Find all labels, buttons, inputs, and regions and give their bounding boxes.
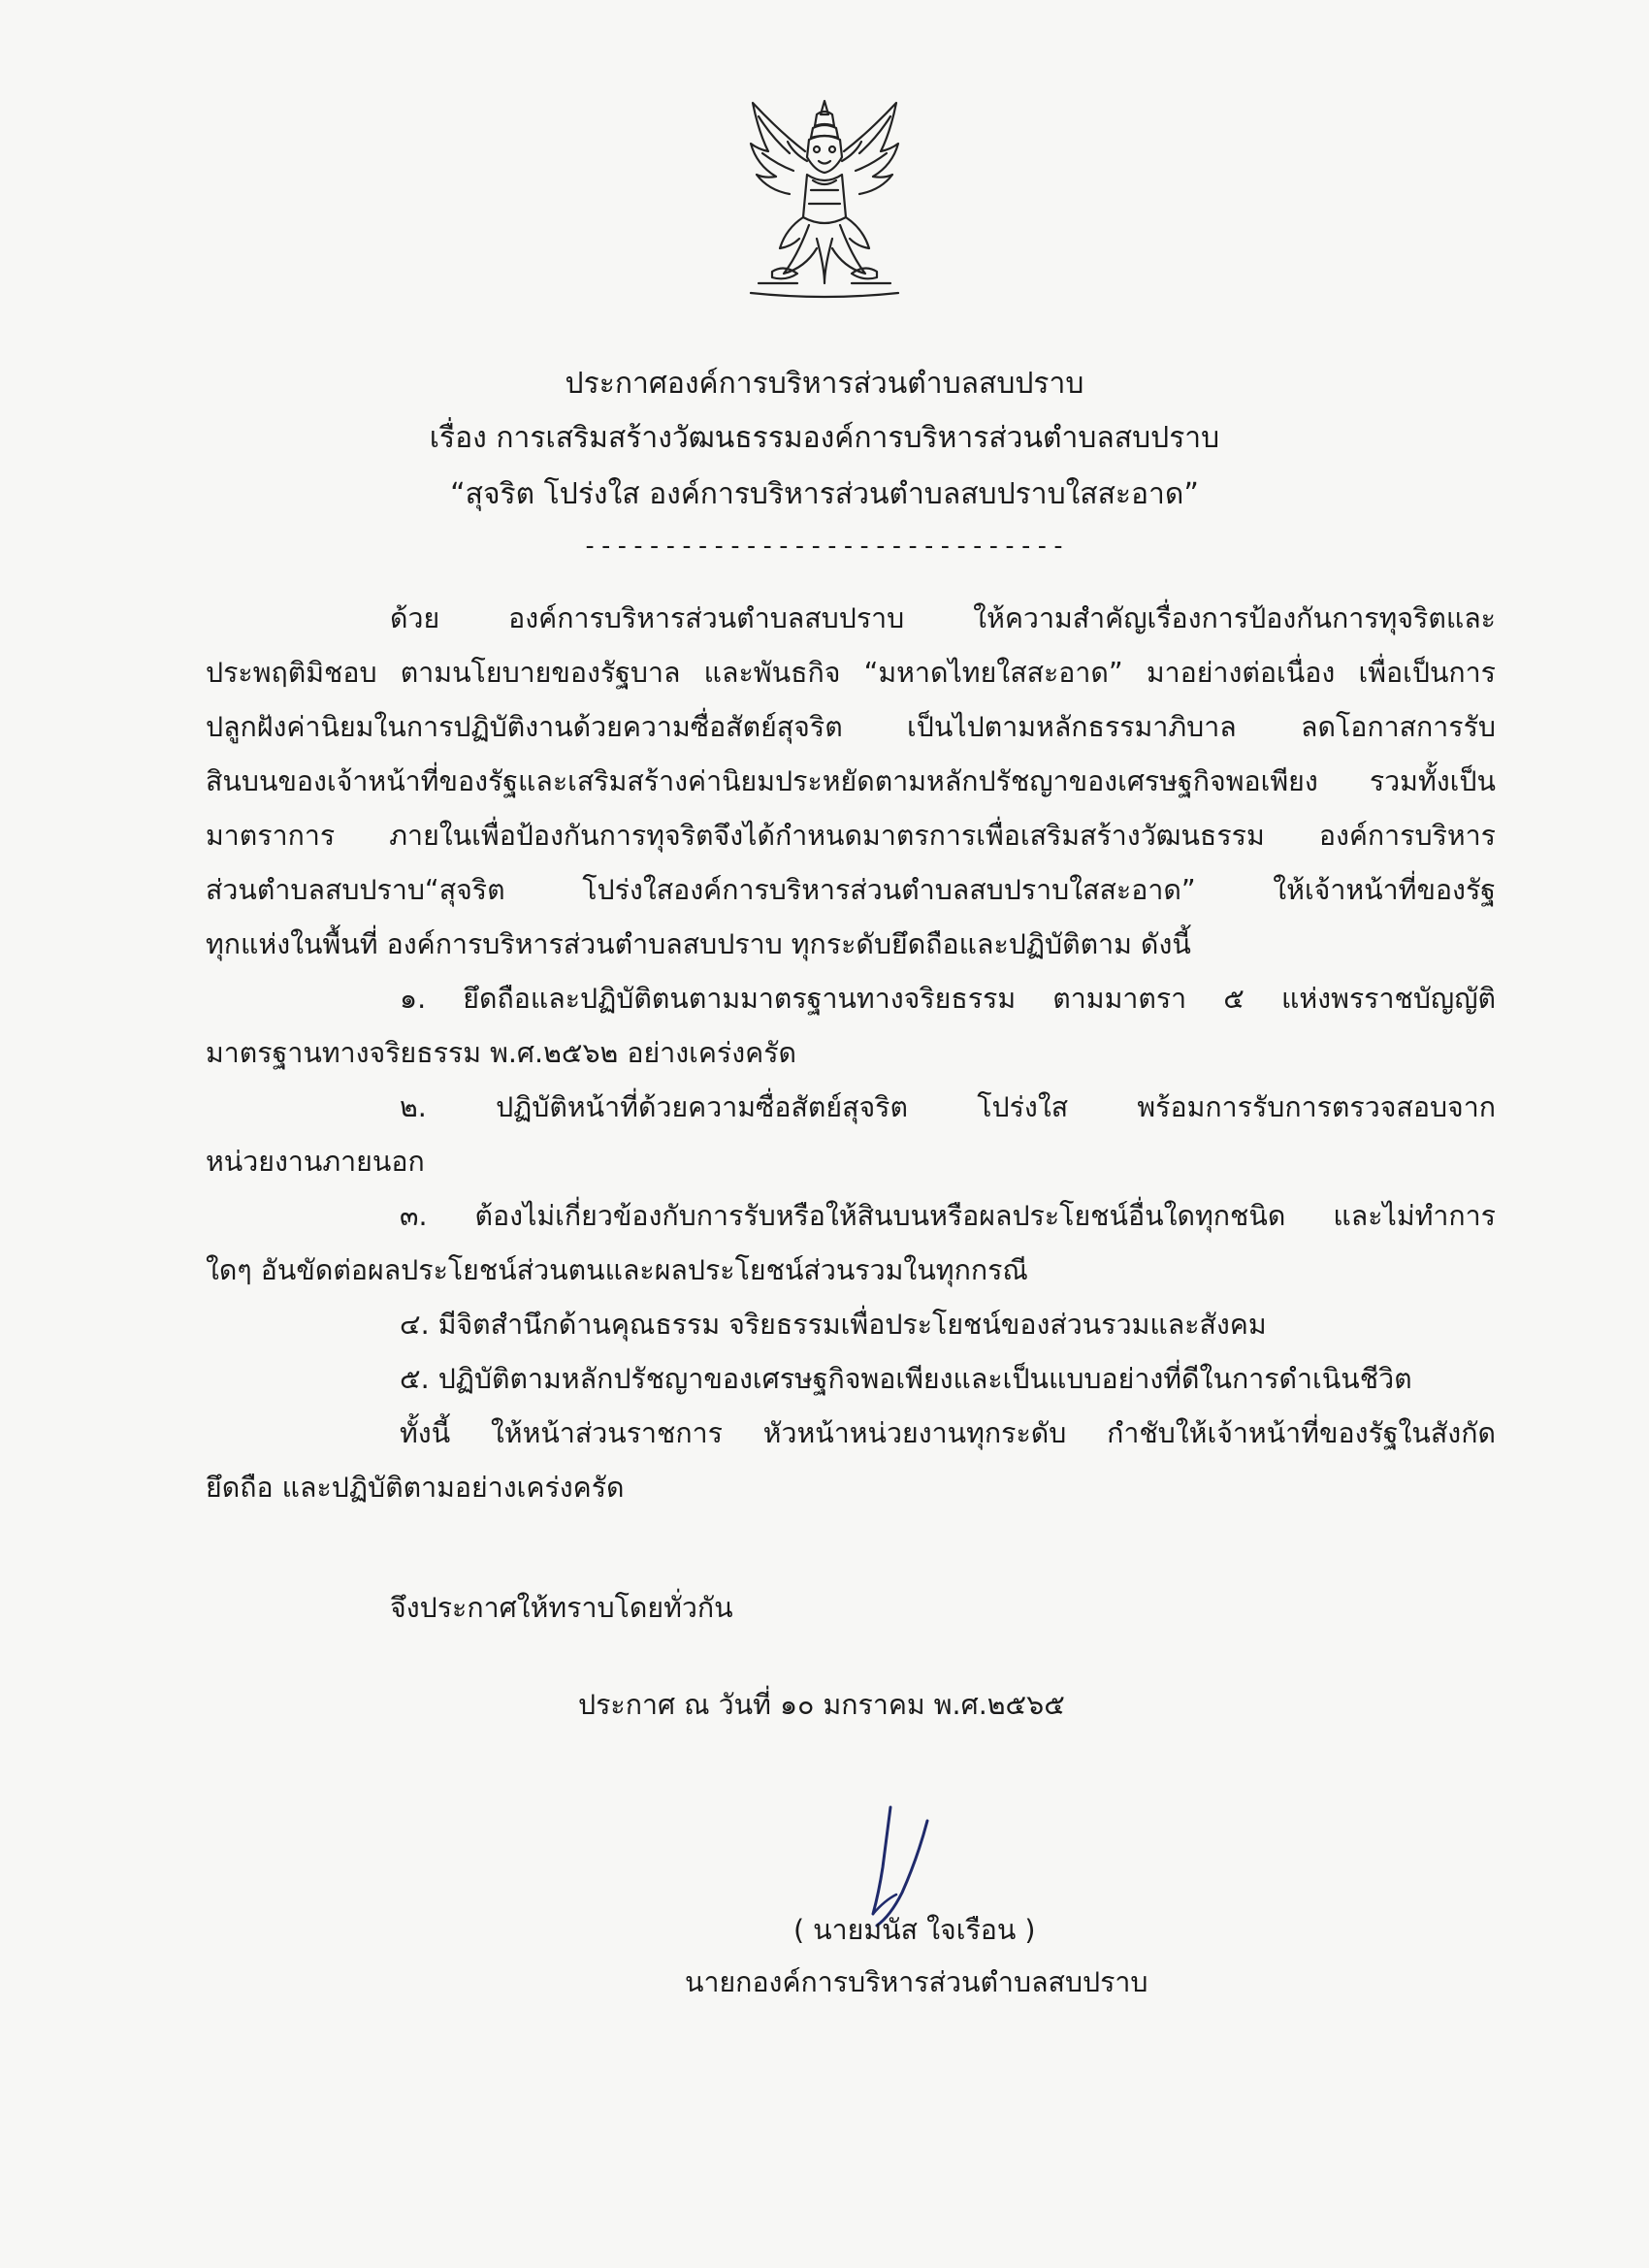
announcement-date: ประกาศ ณ วันที่ ๑๐ มกราคม พ.ศ.๒๕๖๕ [578, 1689, 1065, 1721]
item-2: ๒. ปฏิบัติหน้าที่ด้วยความซื่อสัตย์สุจริต โปร่งใส พร้อมการรับการตรวจสอบจาก [400, 1091, 1496, 1123]
item-4: ๔. มีจิตสำนึกด้านคุณธรรม จริยธรรมเพื่อประโยชน์ของส่วนรวมและสังคม [400, 1309, 1267, 1341]
signer-title: นายกองค์การบริหารส่วนตำบลสบปราบ [685, 1966, 1148, 1998]
announcement-body [206, 592, 1496, 1515]
intro-line: ส่วนตำบลสบปราบ“สุจริต โปร่งใสองค์การบริหารส่วนตำบลสบปราบใสสะอาด” ให้เจ้าหน้าที่ของรัฐ [206, 874, 1496, 906]
item-3: ๓. ต้องไม่เกี่ยวข้องกับการรับหรือให้สินบนหรือผลประโยชน์อื่นใดทุกชนิด และไม่ทำการ [400, 1200, 1496, 1232]
intro-line: สินบนของเจ้าหน้าที่ของรัฐและเสริมสร้างค่านิยมประหยัดตามหลักปรัชญาของเศรษฐกิจพอเพียง รวมทั้งเป็น [206, 765, 1496, 797]
announce-line: จึงประกาศให้ทราบโดยทั่วกัน [390, 1592, 733, 1624]
item-1-continued: มาตรฐานทางจริยธรรม พ.ศ.๒๕๖๒ อย่างเคร่งครัด [206, 1037, 797, 1069]
closing-instruction: ทั้งนี้ ให้หน้าส่วนราชการ หัวหน้าหน่วยงานทุกระดับ กำชับให้เจ้าหน้าที่ของรัฐในสังกัด [400, 1417, 1496, 1449]
closing-instruction-continued: ยึดถือ และปฏิบัติตามอย่างเคร่งครัด [206, 1472, 625, 1504]
item-1: ๑. ยึดถือและปฏิบัติตนตามมาตรฐานทางจริยธรรม ตามมาตรา ๕ แห่งพรราชบัญญัติ [400, 983, 1496, 1015]
intro-line: ประพฤติมิชอบ ตามนโยบายของรัฐบาล และพันธกิจ “มหาดไทยใสสะอาด” มาอย่างต่อเนื่อง เพื่อเป็นการ [206, 657, 1496, 689]
slogan-line: “สุจริต โปร่งใส องค์การบริหารส่วนตำบลสบปราบใสสะอาด” [450, 477, 1199, 511]
intro-line: ด้วย องค์การบริหารส่วนตำบลสบปราบ ให้ความสำคัญเรื่องการป้องกันการทุจริตและ [390, 602, 1496, 634]
subject-line: เรื่อง การเสริมสร้างวัฒนธรรมองค์การบริหารส่วนตำบลสบปราบ [429, 421, 1220, 455]
item-3-continued: ใดๆ อันขัดต่อผลประโยชน์ส่วนตนและผลประโยชน์ส่วนรวมในทุกกรณี [206, 1254, 1028, 1286]
divider-line: ------------------------------ [582, 532, 1067, 561]
intro-line: ทุกแห่งในพื้นที่ องค์การบริหารส่วนตำบลสบปราบ ทุกระดับยึดถือและปฏิบัติตาม ดังนี้ [206, 928, 1191, 960]
intro-line: ปลูกฝังค่านิยมในการปฏิบัติงานด้วยความซื่อสัตย์สุจริต เป็นไปตามหลักธรรมาภิบาล ลดโอกาสการรับ [206, 711, 1496, 743]
garuda-emblem [729, 93, 920, 299]
signer-name: ( นายมนัส ใจเรือน ) [793, 1914, 1036, 1946]
announcement-title: ประกาศองค์การบริหารส่วนตำบลสบปราบ [565, 367, 1084, 401]
item-2-continued: หน่วยงานภายนอก [206, 1146, 425, 1178]
item-5: ๕. ปฏิบัติตามหลักปรัชญาของเศรษฐกิจพอเพียงและเป็นแบบอย่างที่ดีในการดำเนินชีวิต [400, 1363, 1412, 1395]
intro-line: มาตราการ ภายในเพื่อป้องกันการทุจริตจึงได้กำหนดมาตรการเพื่อเสริมสร้างวัฒนธรรม องค์การบริหาร [206, 820, 1496, 852]
